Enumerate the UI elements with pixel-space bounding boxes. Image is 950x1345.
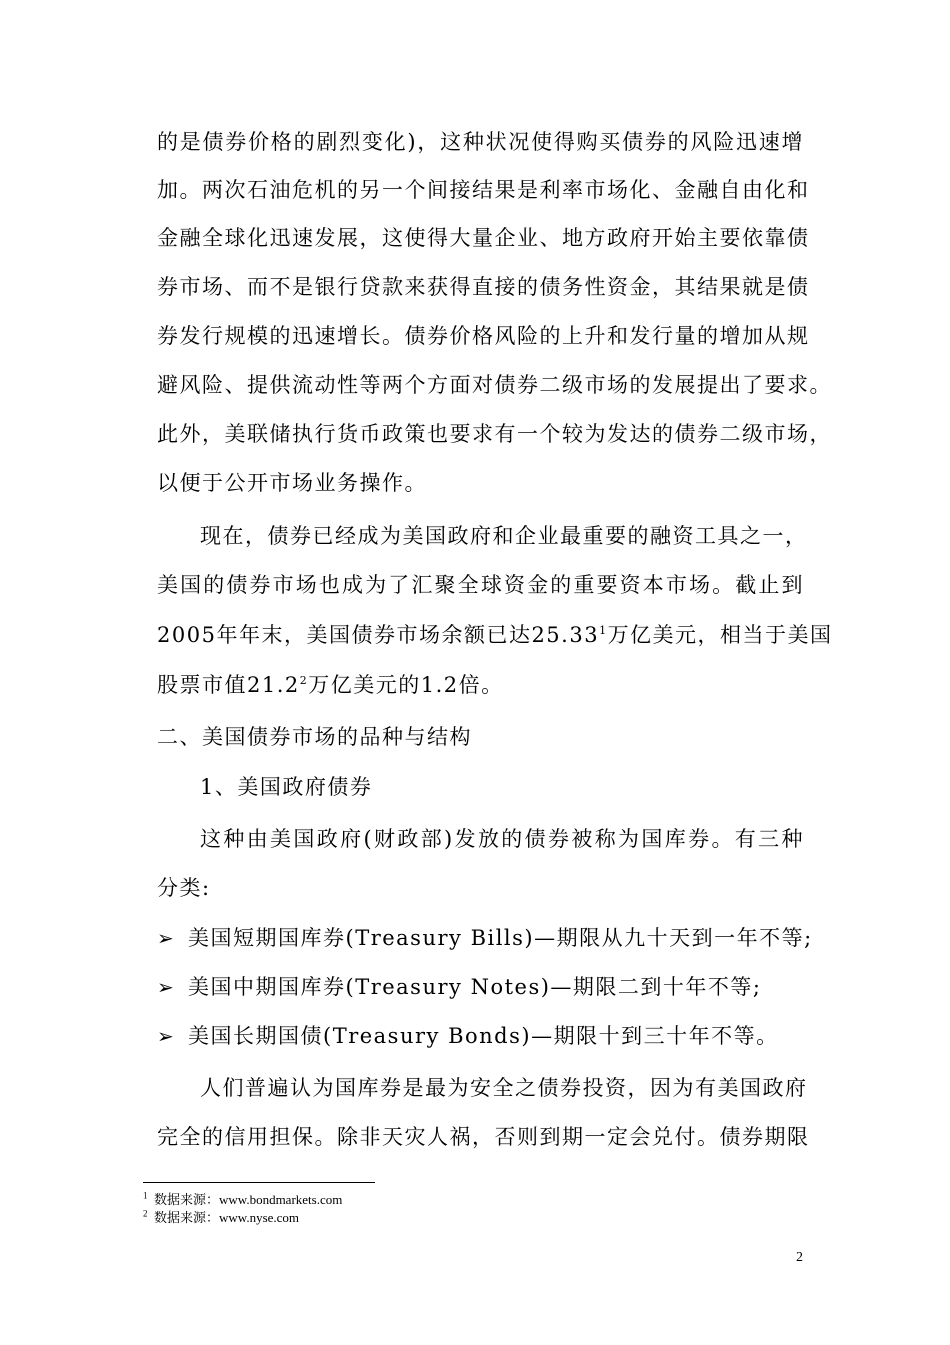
body-line: 这种由美国政府(财政部)发放的债券被称为国库券。有三种	[200, 827, 804, 851]
body-line: 券市场、而不是银行贷款来获得直接的债务性资金，其结果就是债	[157, 275, 810, 299]
body-line: 避风险、提供流动性等两个方面对债券二级市场的发展提出了要求。	[157, 373, 832, 397]
section-heading: 二、美国债券市场的品种与结构	[157, 725, 472, 749]
footnote-ref[interactable]: 2	[299, 674, 309, 687]
body-line: 券发行规模的迅速增长。债券价格风险的上升和发行量的增加从规	[157, 324, 810, 348]
footnote-separator	[143, 1182, 375, 1183]
footnote-ref[interactable]: 1	[599, 624, 608, 637]
bullet-item: 美国短期国库券(Treasury Bills)—期限从九十天到一年不等;	[188, 926, 813, 950]
footnote-text: 数据来源：www.nyse.com	[154, 1210, 300, 1225]
bullet-arrow-icon: ➢	[157, 975, 174, 999]
text-run: 万亿美元的1.2倍。	[308, 673, 504, 697]
body-line: 现在，债券已经成为美国政府和企业最重要的融资工具之一，	[200, 524, 808, 548]
subsection-heading: 1、美国政府债券	[200, 775, 373, 799]
bullet-arrow-icon: ➢	[157, 926, 174, 950]
bullet-item: 美国长期国债(Treasury Bonds)—期限十到三十年不等。	[188, 1024, 779, 1048]
body-line: 金融全球化迅速发展，这使得大量企业、地方政府开始主要依靠债	[157, 226, 810, 250]
body-line: 美国的债券市场也成为了汇聚全球资金的重要资本市场。截止到	[157, 573, 804, 597]
body-line: 此外，美联储执行货币政策也要求有一个较为发达的债券二级市场，	[157, 422, 832, 446]
bullet-item: 美国中期国库券(Treasury Notes)—期限二到十年不等;	[188, 975, 762, 999]
text-run: 股票市值21.2	[157, 673, 300, 697]
body-line: 以便于公开市场业务操作。	[157, 471, 427, 495]
body-line: 人们普遍认为国库券是最为安全之债券投资，因为有美国政府	[200, 1076, 808, 1100]
body-line: 完全的信用担保。除非天灾人祸，否则到期一定会兑付。债券期限	[157, 1125, 810, 1149]
bullet-arrow-icon: ➢	[157, 1024, 174, 1048]
text-run: 2005年年末，美国债券市场余额已达25.33	[157, 623, 600, 647]
footnote	[143, 1192, 342, 1208]
text-run: 万亿美元，相当于美国	[607, 623, 833, 647]
footnote-number: 2	[143, 1208, 148, 1219]
footnote	[143, 1210, 299, 1226]
page-number: 2	[796, 1250, 803, 1265]
body-line: 加。两次石油危机的另一个间接结果是利率市场化、金融自由化和	[157, 178, 810, 202]
body-line: 的是债券价格的剧烈变化)，这种状况使得购买债券的风险迅速增	[157, 130, 804, 154]
body-line: 分类:	[157, 876, 211, 900]
body-line	[157, 671, 504, 699]
footnote-number: 1	[143, 1190, 148, 1201]
body-line	[157, 621, 833, 649]
footnote-text: 数据来源：www.bondmarkets.com	[154, 1192, 343, 1207]
